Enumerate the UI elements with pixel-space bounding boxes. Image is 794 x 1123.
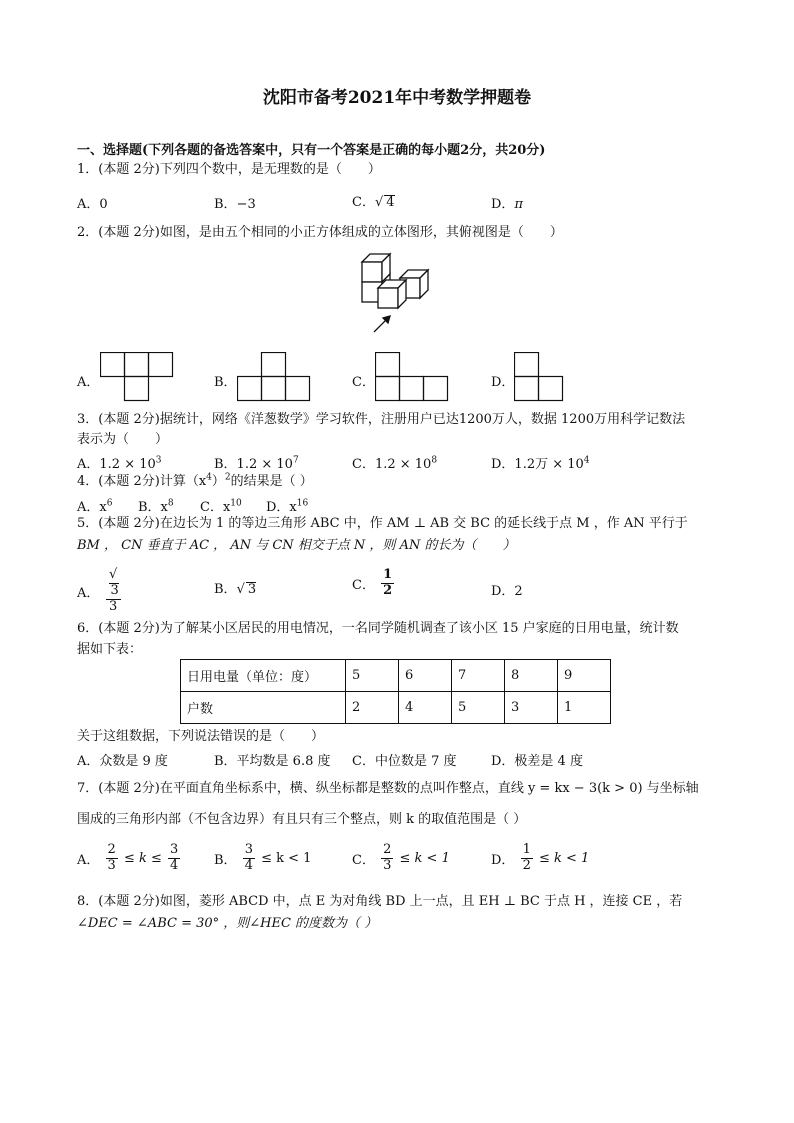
q8-stem-line2: ∠DEC = ∠ABC = 30° ，则∠HEC 的度数为（ ） xyxy=(77,916,378,931)
q3-stem-line1: 3．(本题 2分)据统计，网络《洋葱数学》学习软件，注册用户已达1200万人，数据 1200万用科学记数法 xyxy=(77,412,686,427)
table-cell: 4 xyxy=(399,692,452,724)
q6-option-d[interactable]: D．极差是 4 度 xyxy=(491,754,583,769)
fraction: $\frac{3}{4}$ xyxy=(170,842,179,873)
page-title: 沈阳市备考2021年中考数学押题卷 xyxy=(262,88,532,108)
q5-stem-line2: BM ， CN 垂直于 AC ， AN 与 CN 相交于点 N ，则 AN 的长为（ ） xyxy=(77,538,516,553)
section-heading: 一、选择题(下列各题的备选答案中，只有一个答案是正确的每小题2分，共20分) xyxy=(77,143,546,158)
q3-stem-line2: 表示为（ ） xyxy=(77,432,169,447)
q6-option-b[interactable]: B．平均数是 6.8 度 xyxy=(214,754,331,769)
fraction: $\frac{1}{2}$ xyxy=(522,842,531,873)
cube-figure xyxy=(352,250,442,338)
q1-option-d[interactable]: D．π xyxy=(491,197,523,212)
q4-option-d[interactable]: D．$x^{16}$ xyxy=(266,498,309,515)
q2-option-c[interactable]: C． xyxy=(352,375,375,390)
q1-stem: 1．(本题 2分)下列四个数中，是无理数的是（ ） xyxy=(77,162,381,177)
q5-option-b[interactable]: B．√ 3 xyxy=(214,582,257,597)
fraction: $\frac{2}{3}$ xyxy=(383,842,392,873)
q2-option-a[interactable]: A． xyxy=(77,375,100,390)
table-cell: 1 xyxy=(558,692,611,724)
q6-stem-line1: 6．(本题 2分)为了解某小区居民的用电情况，一名同学随机调查了该小区 15 户家庭的日用电量，统计数 xyxy=(77,621,679,636)
q2-figure-d xyxy=(514,352,569,402)
fraction: $\frac{1}{2}$ xyxy=(383,567,393,598)
q7-stem-line1: 7．(本题 2分)在平面直角坐标系中，横、纵坐标都是整数的点叫作整点，直线 y = kx − 3(k > 0) 与坐标轴 xyxy=(77,781,699,796)
q3-option-a[interactable]: A．$1.2 \times 10^3$ xyxy=(77,455,162,472)
q4-stem: 4．(本题 2分)计算$(x^4)^2$的结果是（ ） xyxy=(77,472,313,489)
table-cell: 9 xyxy=(558,660,611,692)
q5-option-d[interactable]: D．2 xyxy=(491,584,523,599)
table-cell: 7 xyxy=(452,660,505,692)
fraction: $\frac{2}{3}$ xyxy=(107,842,116,873)
q2-stem: 2．(本题 2分)如图，是由五个相同的小正方体组成的立体图形，其俯视图是（ ） xyxy=(77,225,563,240)
q2-figure-a xyxy=(100,352,175,402)
q3-option-d[interactable]: D．1.2万 × $10^4$ xyxy=(491,455,590,472)
q6-stem-line2: 据如下表： xyxy=(77,642,143,657)
q3-option-b[interactable]: B．$1.2 \times 10^7$ xyxy=(214,455,299,472)
q5-option-c[interactable]: C． $\frac{1}{2}$ xyxy=(352,567,393,598)
table-cell: 2 xyxy=(346,692,399,724)
q7-option-d[interactable]: D． $\frac{1}{2}$ ≤ k < 1 xyxy=(491,842,590,873)
table-cell: 8 xyxy=(505,660,558,692)
q7-option-b[interactable]: B． $\frac{3}{4}$ ≤ k < 1 xyxy=(214,842,312,873)
q4-option-a[interactable]: A．$x^6$ xyxy=(77,498,113,515)
fraction: √ 3 3 xyxy=(106,568,121,615)
table-row xyxy=(181,692,611,724)
q6-stem-line3: 关于这组数据，下列说法错误的是（ ） xyxy=(77,729,325,744)
q2-figure-c xyxy=(375,352,450,402)
q1-option-b[interactable]: B．−3 xyxy=(214,197,256,212)
q8-stem-line1: 8．(本题 2分)如图，菱形 ABCD 中，点 E 为对角线 BD 上一点，且 EH ⊥ BC 于点 H ，连接 CE ，若 xyxy=(77,894,683,909)
q4-option-c[interactable]: C．$x^{10}$ xyxy=(200,498,242,515)
q2-option-b[interactable]: B． xyxy=(214,375,237,390)
q1-option-a[interactable]: A．0 xyxy=(77,197,108,212)
q1-option-c[interactable]: C．√ 4 xyxy=(352,195,395,210)
q6-option-a[interactable]: A．众数是 9 度 xyxy=(77,754,168,769)
q5-stem-line1: 5．(本题 2分)在边长为 1 的等边三角形 ABC 中，作 AM ⊥ AB 交 BC 的延长线于点 M ，作 AN 平行于 xyxy=(77,516,688,531)
table-cell: 5 xyxy=(346,660,399,692)
sqrt-radicand: 4 xyxy=(386,195,395,210)
q4-option-b[interactable]: B．$x^8$ xyxy=(138,498,174,515)
q7-option-c[interactable]: C． $\frac{2}{3}$ ≤ k < 1 xyxy=(352,842,450,873)
table-cell: 户数 xyxy=(181,692,346,724)
q7-stem-line2: 围成的三角形内部（不包含边界）有且只有三个整点，则 k 的取值范围是（ ） xyxy=(77,812,527,827)
q7-option-a[interactable]: A． $\frac{2}{3}$ ≤ k ≤ $\frac{3}{4}$ xyxy=(77,842,179,873)
table-cell: 6 xyxy=(399,660,452,692)
q2-figure-b xyxy=(237,352,312,402)
table-cell: 3 xyxy=(505,692,558,724)
table-row xyxy=(181,660,611,692)
table-cell: 日用电量（单位：度） xyxy=(181,660,346,692)
data-table xyxy=(180,659,611,724)
q5-option-a[interactable]: A． √ 3 3 xyxy=(77,567,119,614)
table-cell: 5 xyxy=(452,692,505,724)
q2-option-d[interactable]: D． xyxy=(491,375,515,390)
fraction: $\frac{3}{4}$ xyxy=(244,842,253,873)
q6-option-c[interactable]: C．中位数是 7 度 xyxy=(352,754,457,769)
q3-option-c[interactable]: C．$1.2 \times 10^8$ xyxy=(352,455,438,472)
